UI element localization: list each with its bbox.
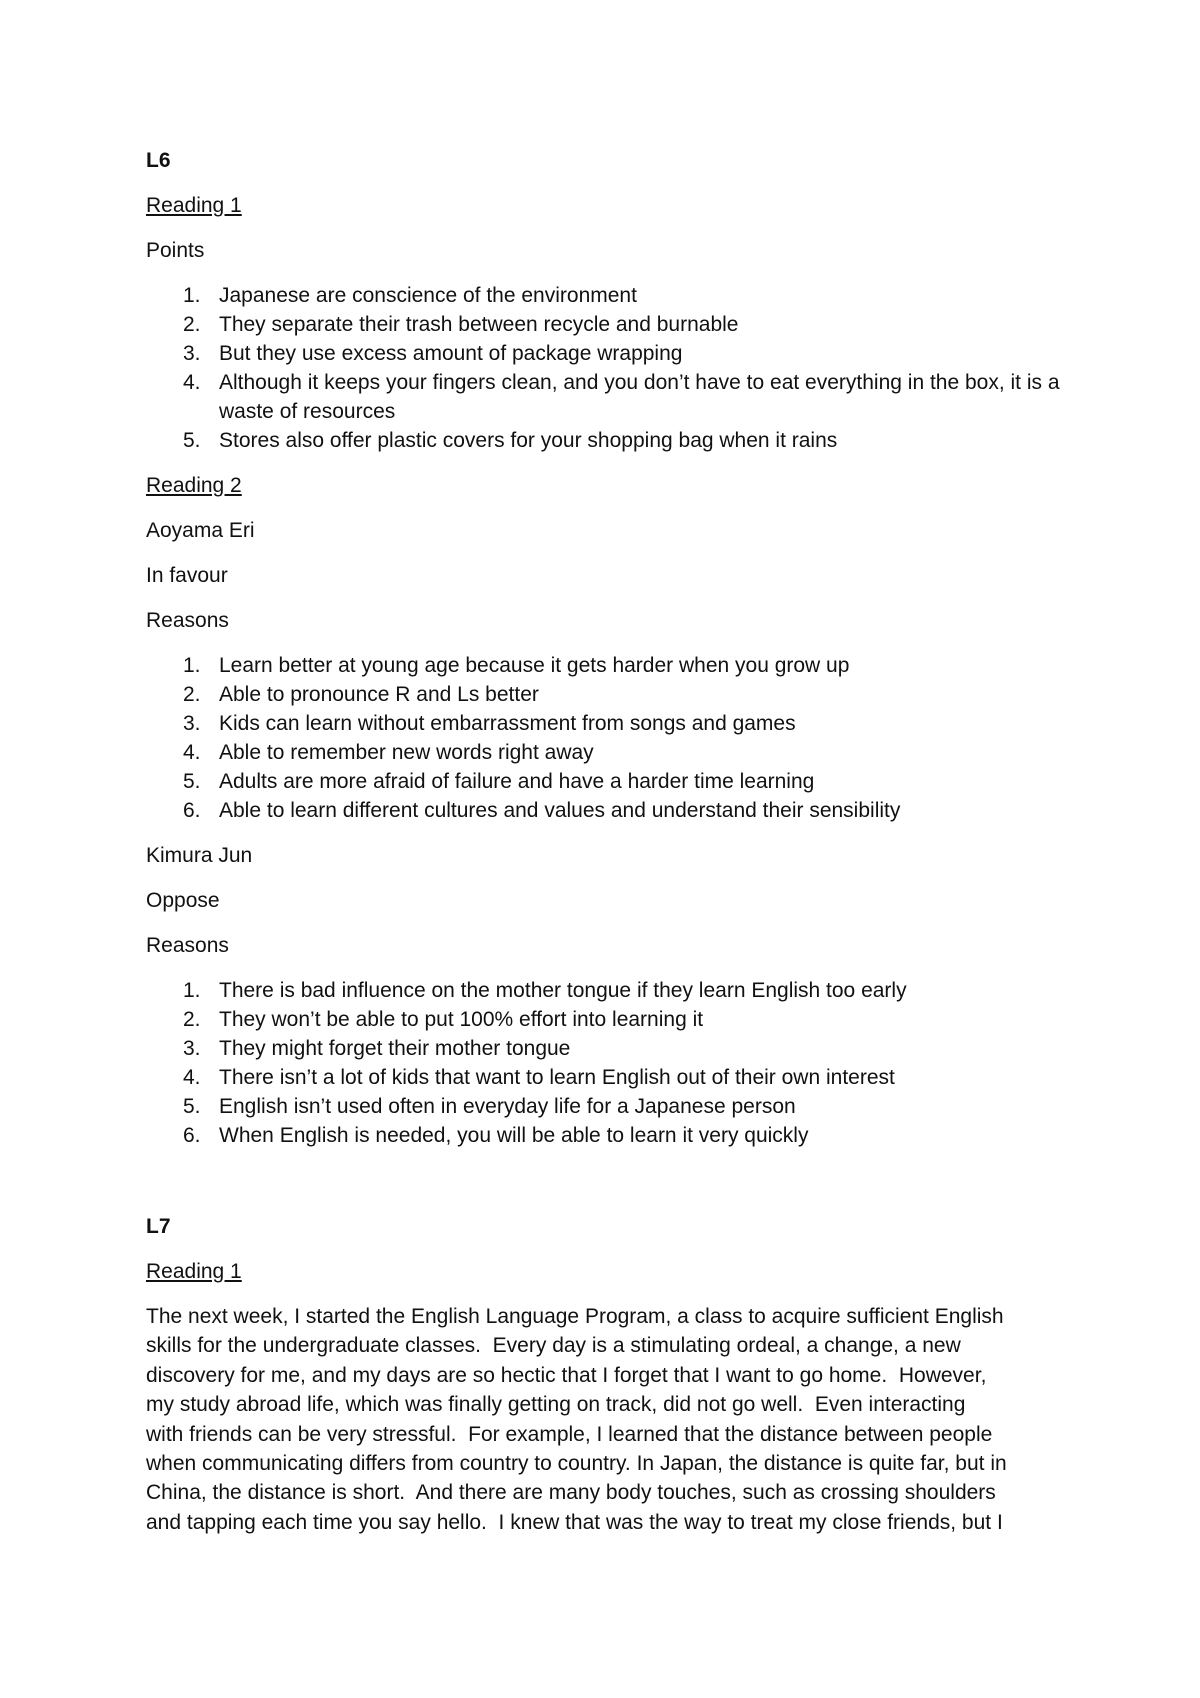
list-item-text: Japanese are conscience of the environment [219, 284, 637, 307]
list-item-number: 4. [183, 371, 201, 394]
list-item [146, 767, 1066, 796]
list-item-text: Able to remember new words right away [219, 741, 594, 764]
list-item-text: When English is needed, you will be able to learn it very quickly [219, 1124, 809, 1147]
subheading-reading-2: Reading 2 [146, 474, 242, 497]
list-item [146, 1034, 1066, 1063]
list-item-number: 3. [183, 342, 201, 365]
list-item [146, 796, 1066, 825]
section-heading-l7: L7 [146, 1215, 171, 1238]
section-spacer [146, 1166, 1066, 1212]
paragraph-line: with friends can be very stressful. For example, I learned that the distance between people [146, 1422, 993, 1446]
list-item-number: 2. [183, 683, 201, 706]
list-item-number: 3. [183, 712, 201, 735]
list-item-text: Kids can learn without embarrassment from songs and games [219, 712, 796, 735]
list-item-text: Adults are more afraid of failure and have a harder time learning [219, 770, 815, 793]
list-item [146, 651, 1066, 680]
list-item-number: 4. [183, 1066, 201, 1089]
list-item [146, 976, 1066, 1005]
points-list [146, 281, 1066, 455]
list-item-number: 2. [183, 313, 201, 336]
list-item-text: Able to learn different cultures and values and understand their sensibility [219, 799, 901, 822]
list-item-number: 5. [183, 429, 201, 452]
paragraph-line: and tapping each time you say hello. I knew that was the way to treat my close friends, but I [146, 1510, 1003, 1534]
paragraph-line: China, the distance is short. And there are many body touches, such as crossing shoulders [146, 1481, 996, 1505]
paragraph-line: discovery for me, and my days are so hectic that I forget that I want to go home. However, [146, 1363, 987, 1387]
paragraph-line: when communicating differs from country to country. In Japan, the distance is quite far, but in [146, 1452, 1007, 1476]
stance-label: In favour [146, 564, 228, 587]
list-item-text: They separate their trash between recycle and burnable [219, 313, 739, 336]
document-page [146, 146, 1066, 1537]
list-item [146, 281, 1066, 310]
list-item-number: 1. [183, 654, 201, 677]
list-item-number: 2. [183, 1008, 201, 1031]
list-item [146, 1121, 1066, 1150]
paragraph-line: my study abroad life, which was finally getting on track, did not go well. Even interacting [146, 1393, 966, 1417]
list-item [146, 368, 1066, 426]
list-item-text: There is bad influence on the mother tongue if they learn English too early [219, 979, 907, 1002]
list-item [146, 1092, 1066, 1121]
list-item-text: They won’t be able to put 100% effort into learning it [219, 1008, 704, 1031]
list-item-text: But they use excess amount of package wrapping [219, 342, 683, 365]
list-item-number: 6. [183, 799, 201, 822]
list-item [146, 1005, 1066, 1034]
list-item-number: 5. [183, 1095, 201, 1118]
list-item-number: 1. [183, 284, 201, 307]
list-item-number: 4. [183, 741, 201, 764]
list-item-number: 1. [183, 979, 201, 1002]
label-reasons: Reasons [146, 934, 229, 957]
list-item-text: Although it keeps your fingers clean, and you don’t have to eat everything in the box, it is a waste of resources [219, 371, 1060, 423]
list-item [146, 339, 1066, 368]
subheading-reading-1: Reading 1 [146, 1260, 242, 1283]
list-item-text: They might forget their mother tongue [219, 1037, 571, 1060]
list-item [146, 709, 1066, 738]
list-item-text: Learn better at young age because it gets harder when you grow up [219, 654, 850, 677]
list-item-number: 5. [183, 770, 201, 793]
paragraph-line: skills for the undergraduate classes. Every day is a stimulating ordeal, a change, a new [146, 1334, 961, 1358]
list-item [146, 426, 1066, 455]
list-item [146, 310, 1066, 339]
section-heading-l6: L6 [146, 149, 171, 172]
person-name: Kimura Jun [146, 844, 253, 867]
list-item [146, 1063, 1066, 1092]
subheading-reading-1: Reading 1 [146, 194, 242, 217]
body-paragraph [146, 1302, 1066, 1537]
label-reasons: Reasons [146, 609, 229, 632]
list-item-number: 3. [183, 1037, 201, 1060]
paragraph-line: The next week, I started the English Language Program, a class to acquire sufficient English [146, 1305, 1004, 1328]
label-points: Points [146, 239, 205, 262]
list-item-text: Stores also offer plastic covers for your shopping bag when it rains [219, 429, 838, 452]
list-item-text: There isn’t a lot of kids that want to learn English out of their own interest [219, 1066, 895, 1089]
person-name: Aoyama Eri [146, 519, 255, 542]
list-item-text: English isn’t used often in everyday life for a Japanese person [219, 1095, 796, 1118]
list-item [146, 680, 1066, 709]
stance-label: Oppose [146, 889, 220, 912]
list-item [146, 738, 1066, 767]
list-item-text: Able to pronounce R and Ls better [219, 683, 539, 706]
reasons-list-favour [146, 651, 1066, 825]
reasons-list-oppose [146, 976, 1066, 1150]
list-item-number: 6. [183, 1124, 201, 1147]
